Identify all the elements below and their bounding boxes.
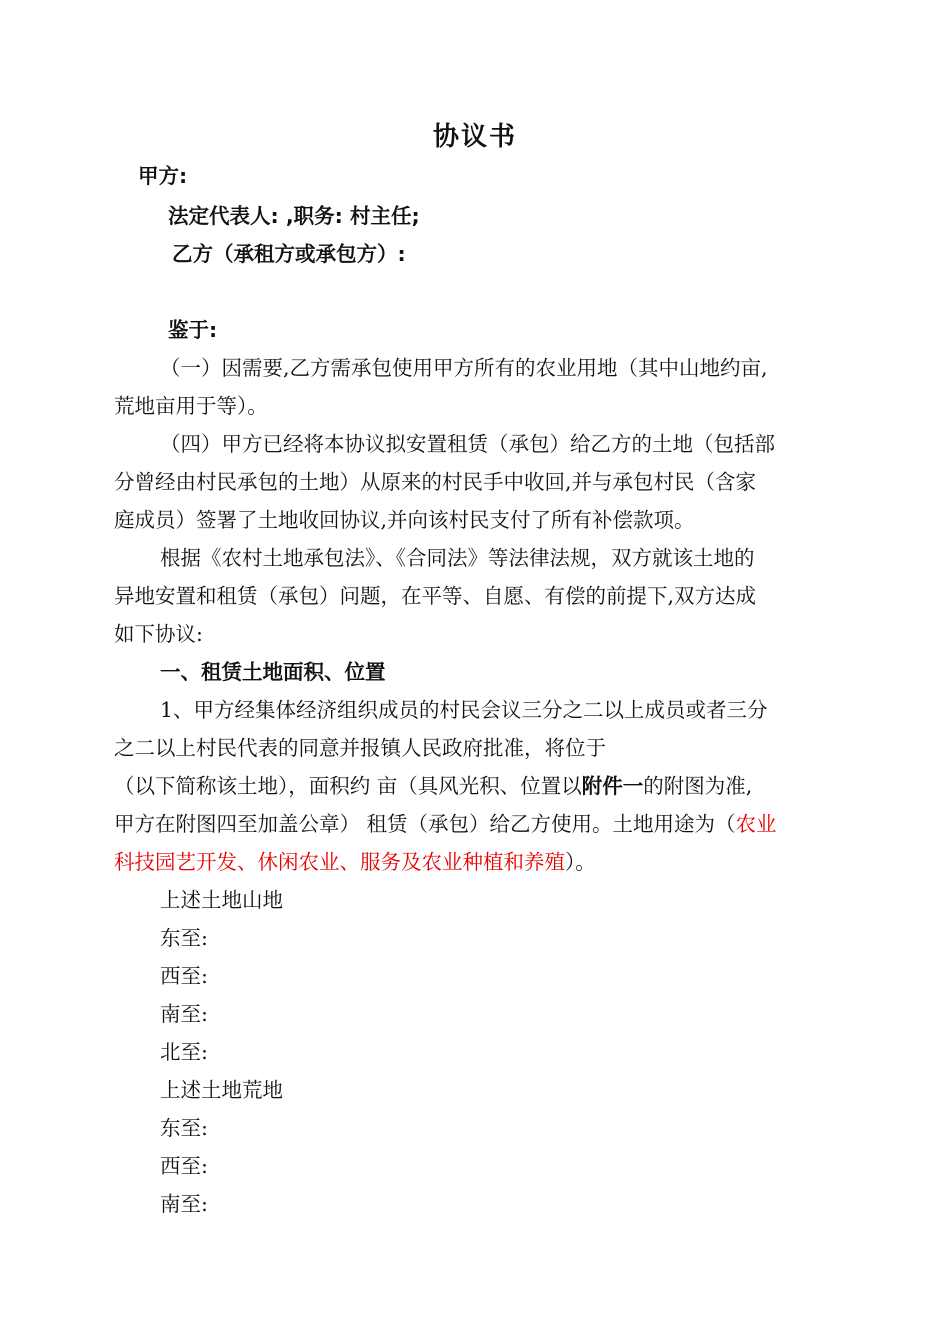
whereas-4-line-1: （四）甲方已经将本协议拟安置租赁（承包）给乙方的土地（包括部	[160, 432, 775, 456]
mountain-land-heading: 上述土地山地	[160, 888, 283, 912]
whereas-4-line-3: 庭成员）签署了土地收回协议,并向该村民支付了所有补偿款项。	[114, 508, 695, 532]
attachment-one-reference: 附件一	[581, 774, 644, 798]
waste-land-west: 西至:	[160, 1154, 208, 1178]
whereas-1-line-2: 荒地亩用于等）。	[114, 394, 268, 418]
clause-1-line-4	[114, 810, 777, 838]
whereas-4-line-2: 分曾经由村民承包的土地）从原来的村民手中收回,并与承包村民（含家	[114, 470, 757, 494]
whereas-heading: 鉴于:	[168, 318, 218, 342]
section-1-heading: 一、租赁土地面积、位置	[160, 660, 386, 684]
clause-1-line-3-text-a: （以下简称该土地），面积约 亩（具风光积、位置以	[114, 774, 582, 798]
document-title: 协议书	[432, 122, 517, 152]
clause-1-line-2: 之二以上村民代表的同意并报镇人民政府批准，将位于	[114, 736, 606, 760]
clause-1-line-3	[114, 772, 752, 800]
land-use-highlight: 科技园艺开发、休闲农业、服务及农业种植和养殖	[114, 850, 565, 874]
clause-1-line-1: 1、甲方经集体经济组织成员的村民会议三分之二以上成员或者三分	[160, 698, 768, 722]
clause-1-line-5-text-b: ）。	[565, 850, 596, 874]
basis-line-1: 根据《农村土地承包法》、《合同法》等法律法规，双方就该土地的	[160, 546, 755, 570]
waste-land-east: 东至:	[160, 1116, 208, 1140]
party-a-label: 甲方:	[138, 164, 188, 188]
mountain-land-north: 北至:	[160, 1040, 208, 1064]
mountain-land-south: 南至:	[160, 1002, 208, 1026]
mountain-land-west: 西至:	[160, 964, 208, 988]
whereas-1-line-1: （一）因需要,乙方需承包使用甲方所有的农业用地（其中山地约亩,	[160, 356, 768, 380]
clause-1-line-3-text-c: 的附图为准,	[643, 774, 753, 798]
clause-1-line-5	[114, 848, 596, 876]
legal-representative-line: 法定代表人: ,职务: 村主任;	[168, 204, 420, 228]
mountain-land-east: 东至:	[160, 926, 208, 950]
party-b-label: 乙方（承租方或承包方）:	[172, 242, 406, 266]
clause-1-line-4-text-a: 甲方在附图四至加盖公章） 租赁（承包）给乙方使用。土地用途为（	[114, 812, 736, 836]
waste-land-south: 南至:	[160, 1192, 208, 1216]
land-use-highlight-start: 农业	[735, 812, 777, 836]
basis-line-2: 异地安置和租赁（承包）问题，在平等、自愿、有偿的前提下,双方达成	[114, 584, 757, 608]
basis-line-3: 如下协议:	[114, 622, 203, 646]
waste-land-heading: 上述土地荒地	[160, 1078, 283, 1102]
